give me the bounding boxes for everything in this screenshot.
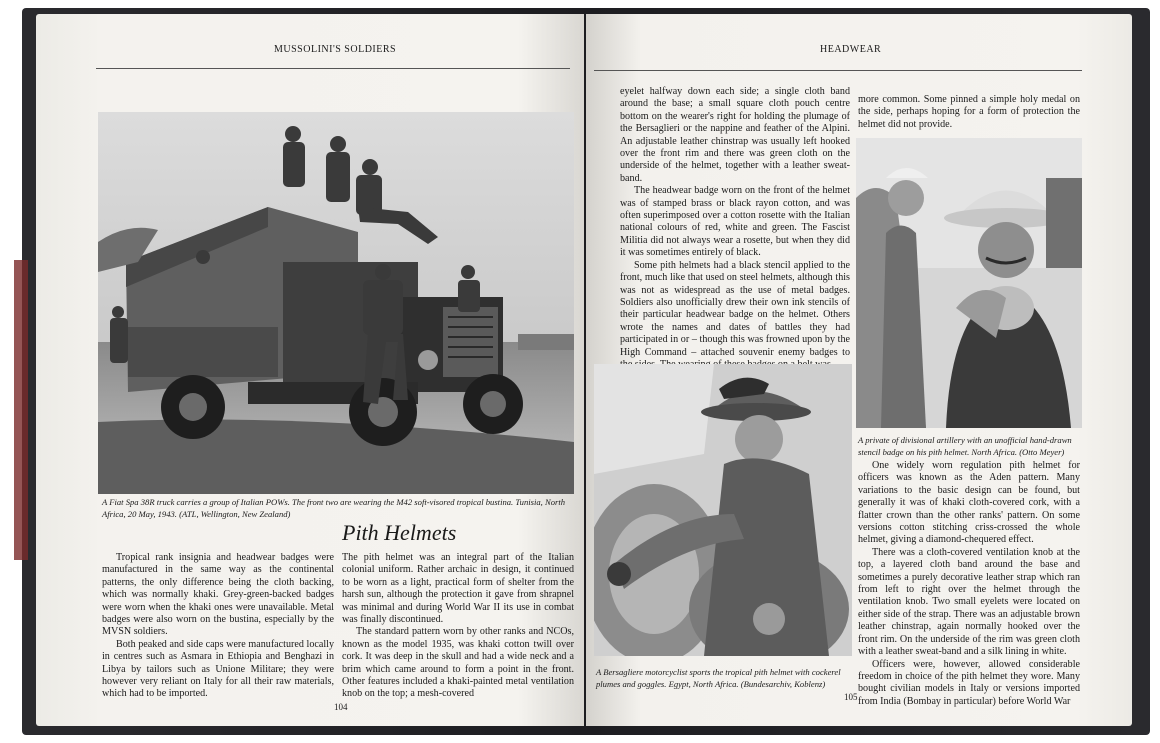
left-header-rule xyxy=(96,68,570,69)
artillery-private-photo xyxy=(856,138,1082,428)
paragraph: One widely worn regulation pith helmet for officers was known as the Aden pattern. Many variations to the basic design can be found, but generally it was of khaki cloth-covered cork, with a flatter crown than the other ranks' pattern. On some versions cotton stitching criss-crossed the whole helmet, giving a diamond-chequered effect. xyxy=(858,460,1080,546)
paragraph: There was a cloth-covered ventilation knob at the top, a layered cloth band around the base and sometimes a purely decorative leather strap which ran from left to right over the helmet through the ventilation knob. Two small eyelets were located on either side of the strap. There was an adjustable brown leather chinstrap, again normally hooked over the front rim. On the underside of the rim was green cloth with a leather sweat-band and a silk lining in white. xyxy=(858,546,1080,658)
motorcyclist-photo-caption: A Bersagliere motorcyclist sports the tropical pith helmet with cockerel plumes and goggles. Egypt, North Africa. (Bundesarchiv, Koblenz) xyxy=(596,667,841,689)
left-page xyxy=(36,14,584,726)
section-heading: Pith Helmets xyxy=(342,520,457,545)
paragraph: The pith helmet was an integral part of the Italian colonial uniform. Rather archaic in design, it continued to be worn as a light, practical form of shelter from the harsh sun, although the protection it gave from shrapnel was minimal and during World War II its use in combat was finally discontinued. xyxy=(342,552,574,626)
motorcyclist-photo xyxy=(594,364,852,656)
left-running-head: MUSSOLINI'S SOLDIERS xyxy=(274,44,397,55)
truck-photo-caption: A Fiat Spa 38R truck carries a group of Italian POWs. The front two are wearing the M42 soft-visored tropical bustina. Tunisia, North Africa, 20 May, 1943. (ATL, Wellington, New Zealand) xyxy=(102,497,566,519)
paragraph: Officers were, however, allowed considerable freedom in choice of the pith helmet they wore. Many bought civilian models in Italy or versions imported from India (Bombay in particular) before World War xyxy=(858,658,1080,707)
right-page-column-2 xyxy=(858,460,1080,708)
right-page-column-2-top xyxy=(858,94,1080,131)
paragraph: The headwear badge worn on the front of the helmet was of stamped brass or black rayon cotton, and was often superimposed over a cotton rosette with the Italian national colours of red, white and green. The Fascist Militia did not always wear a rosette, but when they did it was sometimes entirely of black. xyxy=(620,185,850,259)
paragraph: more common. Some pinned a simple holy medal on the side, perhaps hoping for a form of protection the helmet did not provide. xyxy=(858,94,1080,130)
right-header-rule xyxy=(594,70,1082,71)
paragraph: eyelet halfway down each side; a single cloth band around the base; a small square cloth pouch centre bottom on the wearer's right for holding the plumage of the Bersaglieri or the nappine and feather of the Alpini. An adjustable leather chinstrap was usually left hooked over the front rim and there was green cloth on the underside of the helmet, together with a leather sweat-band. xyxy=(620,86,850,184)
right-page xyxy=(586,14,1132,726)
left-page-column-2 xyxy=(342,552,574,701)
artillery-photo-caption: A private of divisional artillery with an unofficial hand-drawn stencil badge on his pith helmet. North Africa. (Otto Meyer) xyxy=(858,435,1072,457)
left-page-number: 104 xyxy=(334,702,348,712)
truck-photo xyxy=(98,112,574,494)
paragraph: The standard pattern worn by other ranks and NCOs, known as the model 1935, was khaki cotton twill over cork. It was deep in the skull and had a wide neck and a brim which came around to form a point in the front. Other features included a khaki-painted metal ventilation knob on the top; a mesh-covered xyxy=(342,626,574,700)
right-page-column-1 xyxy=(620,86,850,371)
paragraph: Tropical rank insignia and headwear badges were manufactured in the same way as the continental patterns, the only difference being the cloth backing, which was normally khaki. Grey-green-backed badges were worn when the khaki ones were unavailable. Metal badges were also worn on the bustina, especially by the MVSN soldiers. xyxy=(102,552,334,638)
paragraph: Some pith helmets had a black stencil applied to the front, much like that used on steel helmets, although this was not as widespread as the use of metal badges. Soldiers also unofficially drew their own ink stencils of their particular headwear badge on the helmet. Others wrote the names and dates of battles they had participated in or – though this was frowned upon by the High Command – attached souvenir enemy badges to xyxy=(620,259,850,358)
left-page-column-1 xyxy=(102,552,334,701)
right-page-number: 105 xyxy=(844,692,858,702)
paragraph: Both peaked and side caps were manufactured locally in centres such as Asmara in Ethiopia and Benghazi in Libya by tailors such as Unione Militare; they were however very reliant on Italy for all their raw materials, which had to be imported. xyxy=(102,638,334,700)
right-running-head: HEADWEAR xyxy=(820,44,882,55)
cover-edge xyxy=(14,260,28,560)
